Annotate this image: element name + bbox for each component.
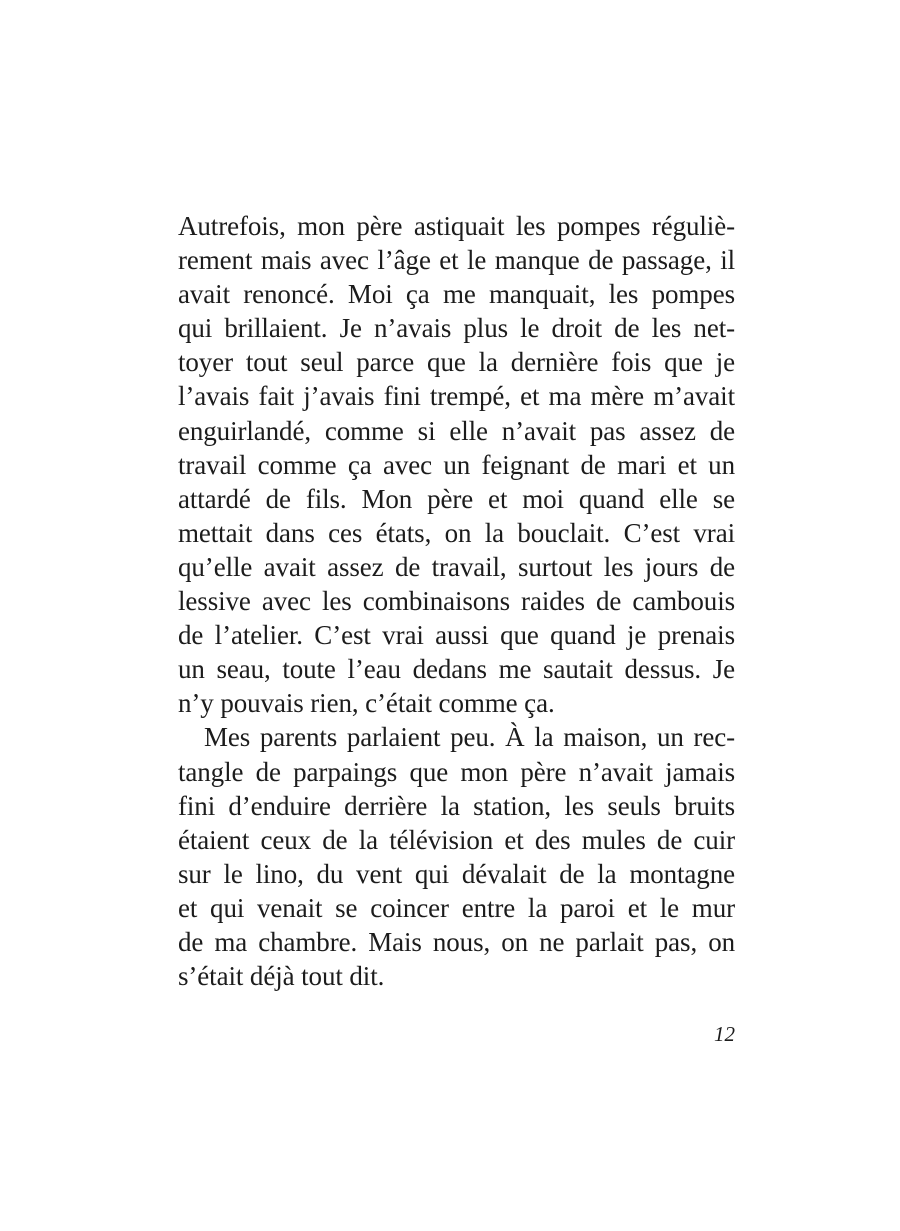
text-line: lessive avec les combinaisons raides de cambouis (178, 586, 735, 617)
body-text (178, 209, 735, 993)
text-line: l’avais fait j’avais fini trempé, et ma mère m’avait (178, 381, 735, 412)
text-line: rement mais avec l’âge et le manque de passage, il (178, 245, 735, 276)
text-line: n’y pouvais rien, c’était comme ça. (178, 688, 555, 719)
paragraph-2 (178, 720, 735, 993)
text-line: Mes parents parlaient peu. À la maison, un rec- (204, 722, 735, 753)
text-line: étaient ceux de la télévision et des mules de cuir (178, 824, 735, 855)
text-line: de ma chambre. Mais nous, on ne parlait pas, on (178, 926, 735, 957)
text-line: attardé de fils. Mon père et moi quand elle se (178, 483, 735, 514)
text-line: un seau, toute l’eau dedans me sautait dessus. Je (178, 654, 735, 685)
text-line: et qui venait se coincer entre la paroi et le mur (178, 892, 735, 923)
text-line: tangle de parpaings que mon père n’avait jamais (178, 756, 735, 787)
text-line: qu’elle avait assez de travail, surtout les jours de (178, 551, 735, 582)
text-line: qui brillaient. Je n’avais plus le droit de les net- (178, 313, 735, 344)
text-line: mettait dans ces états, on la bouclait. C’est vrai (178, 517, 735, 548)
text-line: avait renoncé. Moi ça me manquait, les pompes (178, 279, 735, 310)
text-line: travail comme ça avec un feignant de mari et un (178, 449, 735, 480)
text-line: de l’atelier. C’est vrai aussi que quand je prenais (178, 620, 735, 651)
text-line: sur le lino, du vent qui dévalait de la montagne (178, 858, 735, 889)
text-line: enguirlandé, comme si elle n’avait pas assez de (178, 415, 735, 446)
text-line: Autrefois, mon père astiquait les pompes réguliè- (178, 211, 735, 241)
text-line: fini d’enduire derrière la station, les seuls bruits (178, 790, 735, 821)
text-line: s’était déjà tout dit. (178, 961, 385, 992)
page-number: 12 (714, 1022, 735, 1046)
text-line: toyer tout seul parce que la dernière fois que je (178, 347, 735, 378)
paragraph-1 (178, 209, 735, 720)
